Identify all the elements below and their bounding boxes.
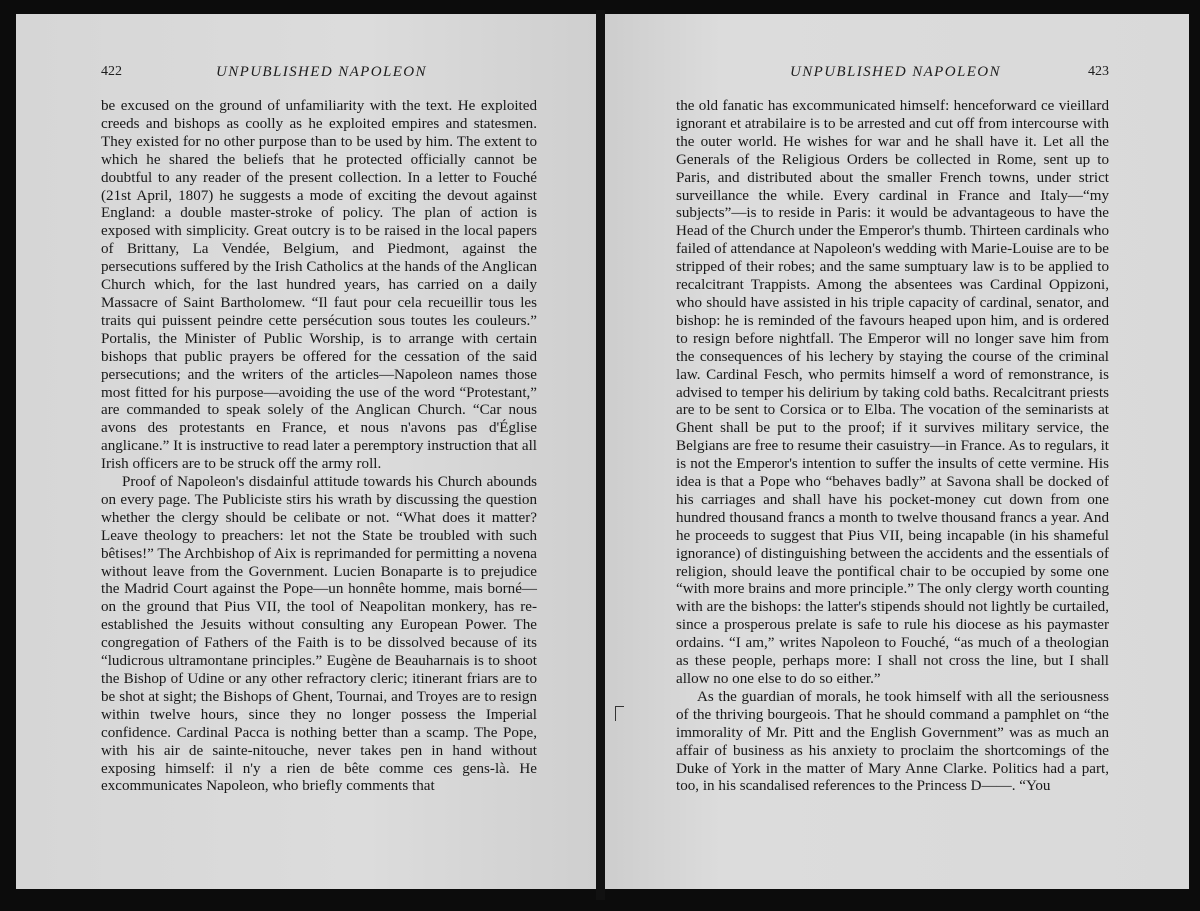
body-text <box>676 98 1109 796</box>
right-page <box>605 14 1189 889</box>
page-number: 423 <box>1088 64 1109 79</box>
left-page <box>16 14 596 889</box>
paragraph: As the guardian of morals, he took himself with all the seriousness of the thriving bourgeois. That he should command a pamphlet on “the immorality of Mr. Pitt and the English Government” was as much an affair of business as his anxiety to proclaim the shortcomings of the Duke of York in the matter of Mary Anne Clarke. Politics had a part, too, in his scandalised references to the Princess D——. “You <box>676 688 1109 795</box>
paragraph: be excused on the ground of unfamiliarity with the text. He exploited creeds and bishops as coolly as he exploited empires and statesmen. They existed for no other purpose than to be used by him. The extent to which he shared the beliefs that he protected officially cannot be doubtful to any reader of the present collection. In a letter to Fouché (21st April, 1807) he suggests a mode of exciting the devout against England: a double master-stroke of policy. The plan of action is exposed with simplicity. Great outcry is to be raised in the local papers of Brittany, La Vendée, Belgium, and Piedmont, against the persecutions suffered by the Irish Catholics at the hands of the Anglican Church which, for the last hundred years, has carried on a daily Massacre of Saint Bartholomew. “Il faut pour cela recueillir tous les traits qui puissent peindre cette persécution sous toutes les couleurs.” Portalis, the Minister of Public Worship, is to arrange with certain bishops that public prayers be offered for the cessation of the said persecutions; and the writers of the articles—Napoleon names those most fitted for his purpose—avoiding the use of the word “Protestant,” are commanded to speak solely of the Anglican Church. “Car nous avons des protestants en France, et nous n'avons pas d'Église anglicane.” It is instructive to read later a peremptory instruction that all Irish officers are to be struck off the army roll. <box>101 98 537 473</box>
margin-mark <box>615 706 624 721</box>
running-head: UNPUBLISHED NAPOLEON <box>790 64 1001 80</box>
book-gutter <box>596 10 605 900</box>
page-number: 422 <box>101 64 122 79</box>
body-text <box>101 98 537 796</box>
running-head: UNPUBLISHED NAPOLEON <box>216 64 427 80</box>
paragraph: Proof of Napoleon's disdainful attitude towards his Church abounds on every page. The Publiciste stirs his wrath by discussing the question whether the clergy should be celibate or not. “What does it matter? Leave theology to preachers: let not the State be troubled with such bêtises!” The Archbishop of Aix is reprimanded for permitting a novena without leave from the Government. Lucien Bonaparte is to prejudice the Madrid Court against the Pope—un honnête homme, mais borné—on the ground that Pius VII, the tool of Neapolitan monkery, has re-established the Jesuits without consulting any European Power. The congregation of Fathers of the Faith is to be dissolved because of its “ludicrous ultramontane principles.” Eugène de Beauharnais is to shoot the Bishop of Udine or any other refractory cleric; itinerant friars are to be shot at sight; the Bishops of Ghent, Tournai, and Troyes are to resign within twelve hours, since they no longer possess the Imperial confidence. Cardinal Pacca is nothing better than a scamp. The Pope, with his air de sainte-nitouche, never takes pen in hand without exposing himself: il n'y a rien de bête comme ces gens-là. He excommunicates Napoleon, who briefly comments that <box>101 474 537 795</box>
paragraph: the old fanatic has excommunicated himself: henceforward ce vieillard ignorant et atrabilaire is to be arrested and cut off from intercourse with the outer world. He wishes for war and he shall have it. Let all the Generals of the Religious Orders be collected in Rome, sent up to Paris, and distributed about the smaller French towns, under strict surveillance the while. Every cardinal in France and Italy—“my subjects”—is to reside in Paris: it would be advantageous to have the Head of the Church under the Emperor's thumb. Thirteen cardinals who failed of attendance at Napoleon's wedding with Marie-Louise are to be stripped of their robes; and the same sumptuary law is to be applied to recalcitrant Trappists. Among the absentees was Cardinal Oppizoni, who should have assisted in his triple capacity of cardinal, senator, and bishop: he is reminded of the favours heaped upon him, and is ordered to resign before nightfall. The Emperor will no longer save him from the consequences of his lechery by staying the course of the criminal law. Cardinal Fesch, who permits himself a word of remonstrance, is advised to temper his delirium by taking cold baths. Recalcitrant priests are to be sent to Corsica or to Elba. The vocation of the seminarists at Ghent shall be put to the proof; if it survives military service, the Belgians are free to resume their casuistry—in France. As to regulars, it is not the Emperor's intention to suffer the insults of cette vermine. His idea is that a Pope who “behaves badly” at Savona shall be docked of his carriages and shall have his pocket-money cut down from one hundred thousand francs a month to twelve thousand francs a year. And he proceeds to suggest that Pius VII, being incapable (in his shameful ignorance) of distinguishing between the accidents and the essentials of religion, should leave the pontifical chair to be occupied by some one “with more brains and more principle.” The only clergy worth counting with are the bishops: the latter's stipends should not lightly be curtailed, since a prosperous prelate is safe to rule his diocese as his paymaster ordains. “I am,” writes Napoleon to Fouché, “as much of a theologian as these people, perhaps more: I shall not cross the line, but I shall allow no one else to do so either.” <box>676 98 1110 687</box>
